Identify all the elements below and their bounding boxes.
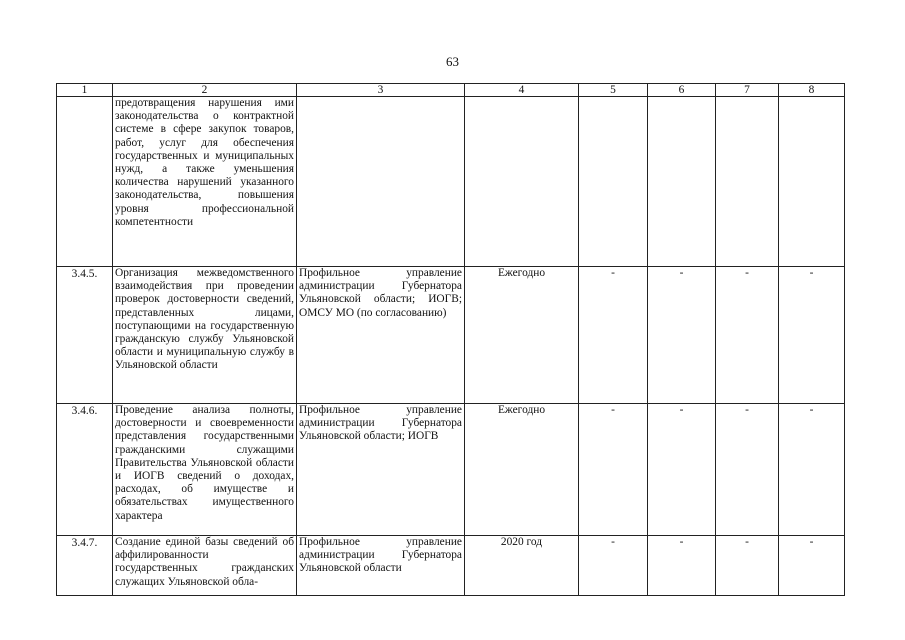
deadline: 2020 год bbox=[465, 536, 579, 596]
column-header: 7 bbox=[716, 84, 779, 97]
funding-cell: - bbox=[579, 404, 648, 536]
column-header: 4 bbox=[465, 84, 579, 97]
measure-description: Создание единой базы сведений об аффилированности государственных гражданских служащих Ульяновской обла- bbox=[113, 536, 297, 596]
funding-cell: - bbox=[648, 267, 716, 404]
table-row bbox=[57, 404, 845, 536]
responsible-executors bbox=[297, 97, 465, 267]
page-number: 63 bbox=[446, 54, 459, 69]
responsible-executors: Профильное управление администрации Губернатора Ульяновской области bbox=[297, 536, 465, 596]
funding-cell: - bbox=[716, 536, 779, 596]
action-plan-table bbox=[56, 83, 845, 596]
funding-cell: - bbox=[648, 536, 716, 596]
responsible-executors: Профильное управление администрации Губернатора Ульяновской области; ИОГВ; ОМСУ МО (по согласованию) bbox=[297, 267, 465, 404]
funding-cell: - bbox=[579, 536, 648, 596]
column-header: 6 bbox=[648, 84, 716, 97]
column-header: 8 bbox=[779, 84, 845, 97]
table-row bbox=[57, 267, 845, 404]
table-row bbox=[57, 536, 845, 596]
funding-cell: - bbox=[648, 404, 716, 536]
funding-cell: - bbox=[579, 267, 648, 404]
funding-cell: - bbox=[716, 267, 779, 404]
responsible-executors: Профильное управление администрации Губернатора Ульяновской области; ИОГВ bbox=[297, 404, 465, 536]
measure-description: Организация межведомственного взаимодействия при проведении проверок достоверности сведений, представленных лицами, поступающими на государственную гражданскую службу Ульяновской области и муниципальную службу в Ульяновской области bbox=[113, 267, 297, 404]
measure-description: Проведение анализа полноты, достоверности и своевременности представления государственными гражданскими служащими Правительства Ульяновской области и ИОГВ сведений о доходах, расходах, об имуществе и обязательствах имущественного характера bbox=[113, 404, 297, 536]
table-header-row bbox=[57, 84, 845, 97]
column-header: 1 bbox=[57, 84, 113, 97]
column-header: 5 bbox=[579, 84, 648, 97]
funding-cell bbox=[579, 97, 648, 267]
funding-cell: - bbox=[779, 404, 845, 536]
row-number: 3.4.5. bbox=[57, 267, 113, 404]
row-number: 3.4.7. bbox=[57, 536, 113, 596]
funding-cell: - bbox=[716, 404, 779, 536]
funding-cell: - bbox=[779, 536, 845, 596]
deadline: Ежегодно bbox=[465, 404, 579, 536]
funding-cell bbox=[716, 97, 779, 267]
funding-cell: - bbox=[779, 267, 845, 404]
deadline: Ежегодно bbox=[465, 267, 579, 404]
measure-description: предотвращения нарушения ими законодательства о контрактной системе в сфере закупок товаров, работ, услуг для обеспечения государственных и муниципальных нужд, а также уменьшения количества нарушений указанного законодательства, повышения уровня профессиональной компетентности bbox=[113, 97, 297, 267]
row-number: 3.4.6. bbox=[57, 404, 113, 536]
funding-cell bbox=[779, 97, 845, 267]
table-row bbox=[57, 97, 845, 267]
column-header: 2 bbox=[113, 84, 297, 97]
column-header: 3 bbox=[297, 84, 465, 97]
funding-cell bbox=[648, 97, 716, 267]
row-number bbox=[57, 97, 113, 267]
deadline bbox=[465, 97, 579, 267]
